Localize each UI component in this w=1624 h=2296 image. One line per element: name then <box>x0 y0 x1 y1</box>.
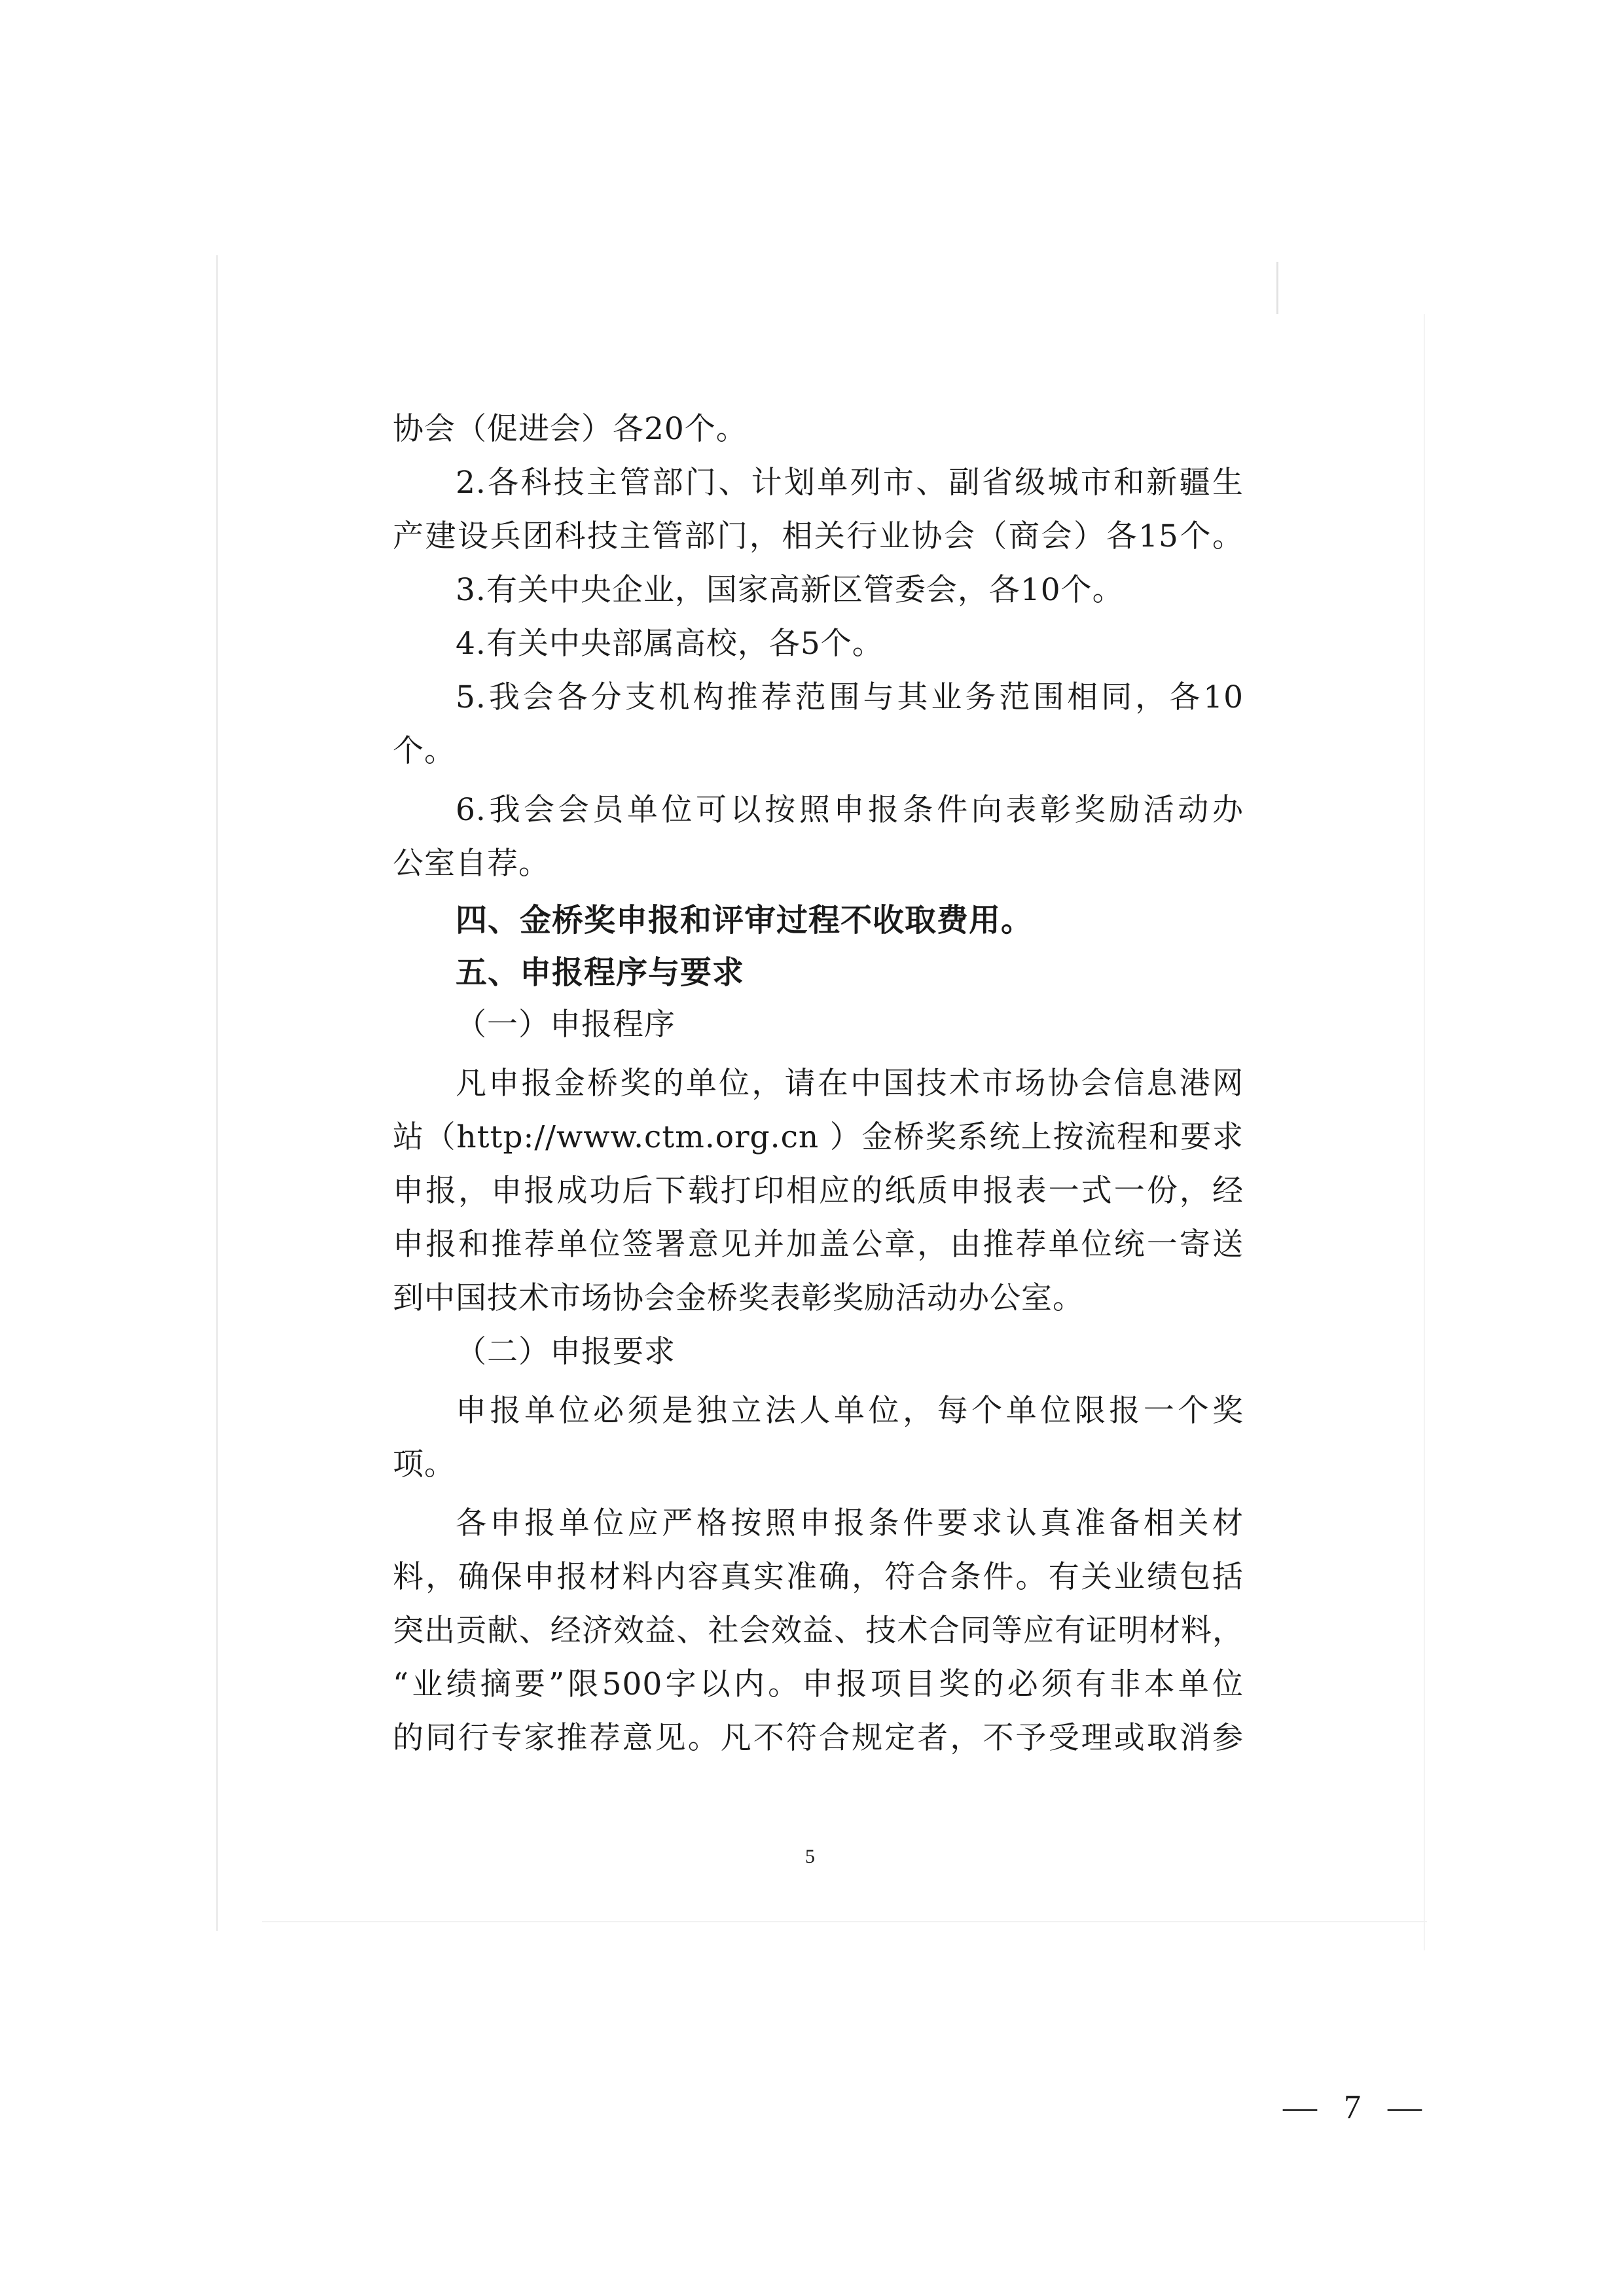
text-line-7: 个。 <box>393 733 456 769</box>
text-line-20: 项。 <box>393 1446 456 1482</box>
scan-edge-right <box>1424 314 1425 1950</box>
text-line-13: 凡申报金桥奖的单位，请在中国技术市场协会信息港网 <box>456 1066 1244 1102</box>
subheading-2: （二）申报要求 <box>456 1334 676 1370</box>
text-line-9: 公室自荐。 <box>393 846 550 882</box>
subheading-1: （一）申报程序 <box>456 1007 676 1043</box>
text-line-24: “业绩摘要”限500字以内。申报项目奖的必须有非本单位 <box>393 1666 1244 1702</box>
text-line-8: 6.我会会员单位可以按照申报条件向表彰奖励活动办 <box>456 792 1244 828</box>
text-line-25: 的同行专家推荐意见。凡不符合规定者，不予受理或取消参 <box>393 1720 1244 1756</box>
text-line-14: 站（http://www.ctm.org.cn ）金桥奖系统上按流程和要求 <box>393 1119 1244 1155</box>
scan-edge-left <box>216 255 218 1931</box>
scan-edge-bottom <box>262 1921 1427 1922</box>
text-line-1: 协会（促进会）各20个。 <box>393 411 748 447</box>
text-line-19: 申报单位必须是独立法人单位，每个单位限报一个奖 <box>456 1393 1244 1429</box>
scan-edge-right-top <box>1276 262 1278 314</box>
text-line-2: 2.各科技主管部门、计划单列市、副省级城市和新疆生 <box>456 465 1244 501</box>
text-line-4: 3.有关中央企业，国家高新区管委会，各10个。 <box>456 572 1124 608</box>
text-line-17: 到中国技术市场协会金桥奖表彰奖励活动办公室。 <box>393 1280 1084 1316</box>
inner-page-number: 5 <box>805 1846 815 1867</box>
page-folio: — 7 — <box>1283 2089 1431 2126</box>
text-line-21: 各申报单位应严格按照申报条件要求认真准备相关材 <box>456 1505 1244 1541</box>
section-heading-5: 五、申报程序与要求 <box>456 954 745 991</box>
text-line-16: 申报和推荐单位签署意见并加盖公章，由推荐单位统一寄送 <box>393 1227 1244 1263</box>
text-line-3: 产建设兵团科技主管部门，相关行业协会（商会）各15个。 <box>393 518 1244 554</box>
text-line-6: 5.我会各分支机构推荐范围与其业务范围相同，各10 <box>456 679 1244 715</box>
text-line-23: 突出贡献、经济效益、社会效益、技术合同等应有证明材料， <box>393 1613 1244 1649</box>
text-line-22: 料，确保申报材料内容真实准确，符合条件。有关业绩包括 <box>393 1559 1244 1595</box>
text-line-5: 4.有关中央部属高校，各5个。 <box>456 626 884 662</box>
text-line-15: 申报，申报成功后下载打印相应的纸质申报表一式一份，经 <box>393 1173 1244 1209</box>
section-heading-4: 四、金桥奖申报和评审过程不收取费用。 <box>456 902 1034 939</box>
